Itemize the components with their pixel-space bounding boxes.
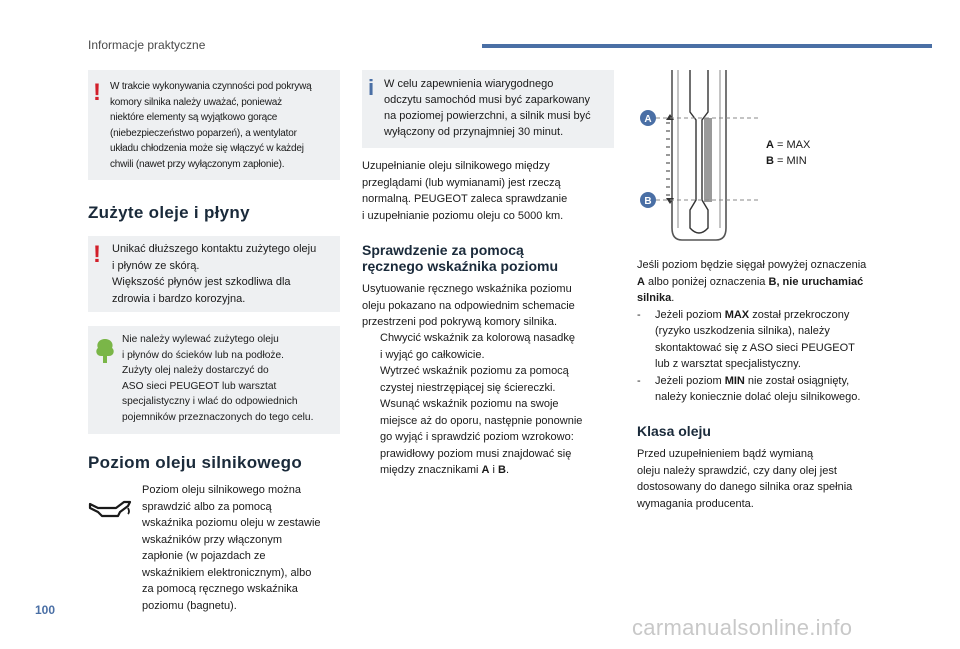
header-accent-bar: [482, 44, 932, 48]
item-min-key: MIN: [724, 374, 745, 387]
level-mid: albo poniżej oznaczenia: [644, 275, 769, 288]
step-text-end: .: [505, 464, 510, 476]
legend-b-value: = MIN: [773, 155, 807, 167]
marker-a-ref: A: [481, 464, 490, 476]
dipstick-intro: Usytuowanie ręcznego wskaźnika poziomu oleju pokazano na odpowiednim schemacie przestrzeni pod pokrywą komory silnika.: [362, 283, 575, 328]
section-title-oil-grade: Klasa oleju: [637, 423, 711, 439]
step-text: Wytrzeć wskaźnik poziomu za pomocą czystej niestrzępiącej się ściereczki.: [380, 365, 569, 394]
step-text: Chwycić wskaźnik za kolorową nasadkę i wyjąć go całkowicie.: [380, 332, 576, 361]
marker-a-label: A: [644, 114, 652, 125]
dipstick-step-3: [362, 396, 612, 479]
legend-a-key: A: [766, 139, 774, 151]
warning-box-hot-engine: [88, 70, 340, 180]
level-marker-a: A: [637, 275, 645, 288]
page-header-title: Informacje praktyczne: [88, 38, 206, 52]
level-explanation: [637, 257, 907, 406]
warning-exclamation-icon: !: [93, 79, 101, 106]
info-icon: i: [368, 75, 375, 100]
level-line-2: [637, 274, 907, 291]
dash: -: [637, 374, 641, 387]
oil-grade-text: Przed uzupełnieniem bądź wymianą oleju należy sprawdzić, czy dany olej jest dostosowany do danego silnika oraz spełnia wymagania producenta.: [637, 448, 853, 510]
item-max-key: MAX: [724, 308, 750, 321]
level-marker-b: B: [768, 275, 777, 288]
item-min-pre: Jeżeli poziom: [655, 374, 725, 387]
legend-min: [766, 155, 807, 167]
level-period: .: [671, 292, 675, 304]
info-text-parking: W celu zapewnienia wiarygodnego odczytu samochód musi być zaparkowany na poziomej powierzchni, a silnik musi być wyłączony od przynajmniej 30 minut.: [384, 78, 591, 138]
level-item-max: [637, 307, 907, 373]
info-box-parking: [362, 70, 614, 148]
watermark-text: carmanualsonline.info: [632, 615, 853, 640]
level-line-1: Jeśli poziom będzie sięgał powyżej oznaczenia: [637, 259, 867, 271]
page-number: 100: [35, 603, 56, 617]
legend-b-key: B: [766, 155, 774, 167]
step-text-mid: i: [489, 464, 498, 476]
tree-icon: [94, 338, 116, 364]
warning-text-hot-engine: W trakcie wykonywania czynności pod pokrywą komory silnika należy uważać, ponieważ niektóre elementy są wyjątkowo gorące (niebezpieczeństwo poparzeń), a wentylator układu chłodzenia może się włączyć w każdej chwili (nawet przy wyłączonym zapłonie).: [110, 81, 312, 170]
level-no-start-1: , nie uruchamiać: [776, 275, 864, 288]
refill-paragraph: Uzupełnianie oleju silnikowego między przeglądami (lub wymianami) jest rzeczą normalną. PEUGEOT zaleca sprawdzanie i uzupełnianie poziomu oleju co 5000 km.: [362, 160, 568, 222]
item-max-pre: Jeżeli poziom: [655, 308, 725, 321]
section-title-oil-level: Poziom oleju silnikowego: [88, 453, 303, 472]
level-line-3: [637, 290, 907, 307]
legend-max: [766, 139, 810, 151]
dipstick-step-1: [362, 330, 612, 363]
legend-a-value: = MAX: [773, 139, 811, 151]
dipstick-steps: [362, 330, 612, 479]
item-min-post: nie został osiągnięty, należy koniecznie dolać oleju silnikowego.: [655, 374, 861, 403]
level-no-start-2: silnika: [637, 292, 672, 304]
warning-text-used-oils: Unikać dłuższego kontaktu zużytego oleju i płynów ze skórą. Większość płynów jest szkodliwa dla zdrowia i bardzo korozyjna.: [112, 243, 317, 305]
marker-b-label: B: [644, 196, 652, 207]
dipstick-diagram: [620, 68, 760, 244]
marker-b-ref: B: [498, 464, 506, 476]
oil-level-icon: [88, 498, 132, 520]
oil-level-text: Poziom oleju silnikowego można sprawdzić albo za pomocą wskaźnika poziomu oleju w zestawie wskaźników przy włączonym zapłonie (w pojazdach ze wskaźnikiem elektronicznym), albo za pomocą ręcznego wskaźnika poziomu (bagnetu).: [142, 484, 321, 612]
section-title-used-oils: Zużyte oleje i płyny: [88, 203, 250, 222]
dash: -: [637, 308, 641, 321]
level-item-min: [637, 373, 907, 406]
step-text: Wsunąć wskaźnik poziomu na swoje miejsce aż do oporu, następnie ponownie go wyjąć i sprawdzić poziom wzrokowo: prawidłowy poziom musi znajdować się między znacznikami: [380, 398, 583, 476]
dipstick-step-2: [362, 363, 612, 396]
item-max-post: został przekroczony (ryzyko uszkodzenia silnika), należy skontaktować się z ASO sieci PEUGEOT lub z warsztat specjalistyczny.: [655, 308, 855, 370]
warning-box-used-oils: [88, 236, 340, 312]
environment-box: [88, 326, 340, 434]
section-title-dipstick: Sprawdzenie za pomocą ręcznego wskaźnika poziomu: [362, 242, 559, 274]
warning-exclamation-icon: !: [93, 241, 101, 268]
environment-text: Nie należy wylewać zużytego oleju i płynów do ścieków lub na podłoże. Zużyty olej należy dostarczyć do ASO sieci PEUGEOT lub warsztat specjalistyczny i wlać do odpowiednich pojemników przeznaczonych do tego celu.: [122, 334, 314, 423]
